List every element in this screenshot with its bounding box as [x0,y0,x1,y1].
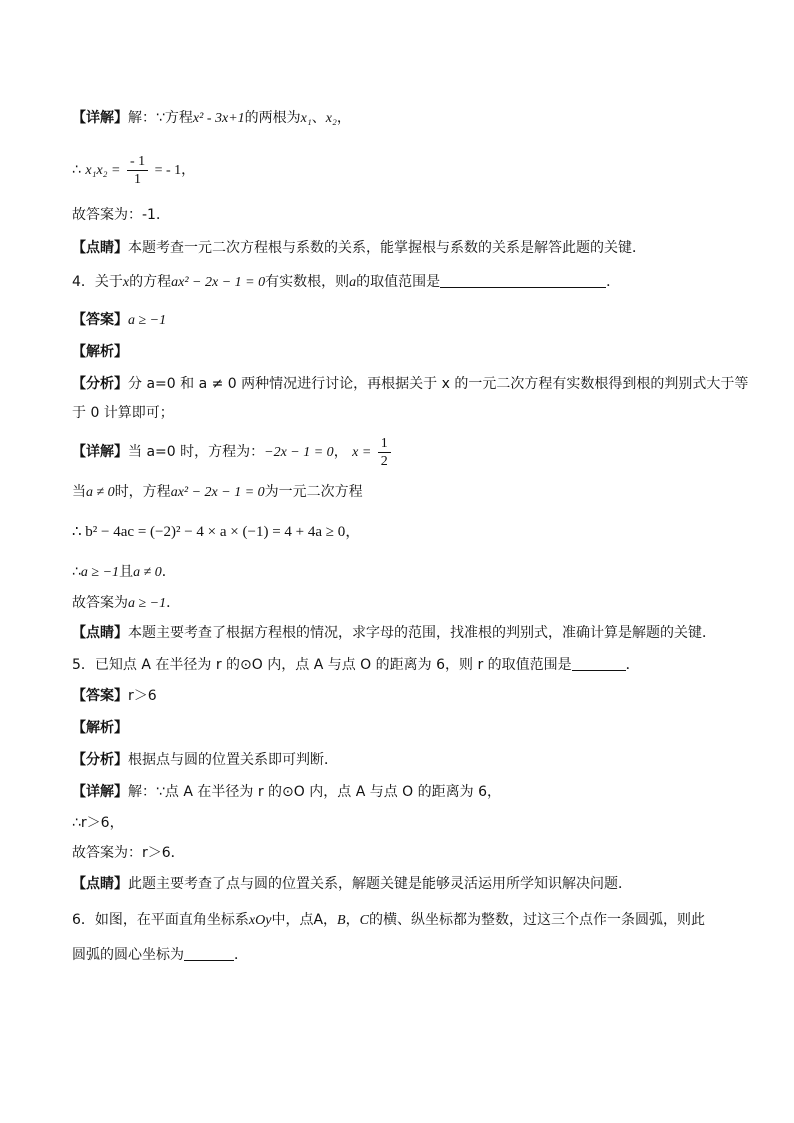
comment-text: 此题主要考查了点与圆的位置关系，解题关键是能够灵活运用所学知识解决问题． [128,876,632,892]
answer-blank [572,656,626,671]
product-lhs: x₁x₂ = [85,163,121,178]
final-value: a ≥ −1 [128,596,167,611]
punct: ， [345,912,360,928]
q5-final: 故答案为：r＞6． [72,845,185,861]
point-b: B [337,913,346,928]
condition: a ≥ −1 [80,565,120,580]
equation: −2x − 1 = 0 [264,445,334,460]
q4-analysis-tag: 【解析】 [72,344,128,360]
detail-tag: 【详解】 [72,784,128,800]
q4-fenxi-line2: 于 0 计算即可； [72,405,174,421]
variable-a: a [349,275,357,290]
detail-text: 的两根为 [244,110,301,126]
point-c: C [359,913,369,928]
q4-answer [72,310,166,331]
q5-therefore: ∴r＞6， [72,815,124,831]
q3-product-line [72,150,195,191]
q6-line1 [72,910,705,931]
q5-fenxi [72,750,338,770]
product-rhs: = - 1， [154,163,196,178]
punct: ． [234,947,248,963]
therefore-symbol: ∴ [72,564,81,580]
separator: 、 [311,110,326,126]
final-text: 故答案为 [72,595,128,611]
question-text: 的取值范围是 [356,274,441,290]
fraction [378,435,391,470]
comment-tag: 【点睛】 [72,876,128,892]
therefore-symbol: ∴ [72,162,81,178]
q4-fenxi-line1 [72,374,748,394]
analysis-tag: 【分析】 [72,376,128,392]
question-text: 5．已知点 A 在半径为 r 的⊙O 内，点 A 与点 O 的距离为 6，则 r 的取值范围是 [72,657,572,673]
equation: ax² − 2x − 1 = 0 [170,485,265,500]
comment-tag: 【点睛】 [72,240,128,256]
q5-comment [72,874,632,894]
q4-condition [72,562,176,583]
answer-tag: 【答案】 [72,312,128,328]
and-text: 且 [119,564,134,580]
q4-question [72,272,620,293]
case-text: 时，方程 [114,484,171,500]
q4-comment [72,623,716,643]
detail-tag: 【详解】 [72,110,128,126]
analysis-text: 根据点与圆的位置关系即可判断． [128,752,338,768]
punct: ． [161,564,176,580]
q5-analysis-tag: 【解析】 [72,720,128,736]
question-text: 的横、纵坐标都为整数，过这三个点作一条圆弧，则此 [368,912,705,928]
q3-comment [72,238,646,258]
x-equals: x = [352,445,372,460]
punct: ． [606,274,621,290]
q5-question [72,655,640,675]
question-text: 6．如图，在平面直角坐标系 [72,912,249,928]
answer-value: a ≥ −1 [128,313,167,328]
fraction-denominator: 1 [134,171,142,187]
fraction-numerator: 1 [378,435,391,453]
punct: ． [166,595,181,611]
equation: ax² − 2x − 1 = 0 [171,275,266,290]
detail-text: 当 a=0 时，方程为： [128,444,265,460]
detail-tag: 【详解】 [72,444,128,460]
answer-value: r＞6 [128,688,157,704]
q5-detail [72,782,501,802]
comment-tag: 【点睛】 [72,625,128,641]
comment-text: 本题考查一元二次方程根与系数的关系，能掌握根与系数的关系是解答此题的关键． [128,240,646,256]
detail-text: 解：∵方程 [128,110,193,126]
question-text: 有实数根，则 [265,274,350,290]
answer-blank [440,273,606,288]
case-text: 为一元二次方程 [264,484,363,500]
case-text: 当 [72,484,86,500]
answer-blank [184,946,234,961]
q4-detail [72,432,393,473]
question-text: 4．关于 [72,274,123,290]
root-x2: x₂ [325,111,337,126]
equation: x² - 3x+1 [192,111,245,126]
fraction [127,153,148,188]
q5-answer [72,686,157,706]
question-text: 圆弧的圆心坐标为 [72,947,184,963]
q4-discriminant: ∴ b² − 4ac = (−2)² − 4 × a × (−1) = 4 + 4a ≥ 0， [72,524,361,540]
question-text: 的方程 [129,274,172,290]
punct: ． [625,657,640,673]
answer-tag: 【答案】 [72,688,128,704]
q4-final [72,593,180,614]
detail-text: 解：∵点 A 在半径为 r 的⊙O 内，点 A 与点 O 的距离为 6， [128,784,501,800]
variable-x: x [122,275,130,290]
fraction-numerator: - 1 [127,153,148,171]
fraction-denominator: 2 [380,453,388,469]
punct: ， [333,444,348,460]
root-x1: x₁ [300,111,312,126]
q4-case2 [72,482,363,503]
comment-text: 本题主要考查了根据方程根的情况，求字母的范围，找准根的判别式，准确计算是解题的关键． [128,625,716,641]
q6-line2 [72,945,248,965]
analysis-text: 分 a=0 和 a ≠ 0 两种情况进行讨论，再根据关于 x 的一元二次方程有实数根得到根的判别式大于等 [128,376,749,392]
condition: a ≠ 0 [133,565,162,580]
question-text: 中，点A， [271,912,338,928]
q3-detail-line [72,108,351,129]
condition: a ≠ 0 [86,485,115,500]
punct: ， [336,110,351,126]
q3-answer: 故答案为：-1． [72,207,170,223]
coordinate-system: xOy [248,913,272,928]
analysis-tag: 【分析】 [72,752,128,768]
